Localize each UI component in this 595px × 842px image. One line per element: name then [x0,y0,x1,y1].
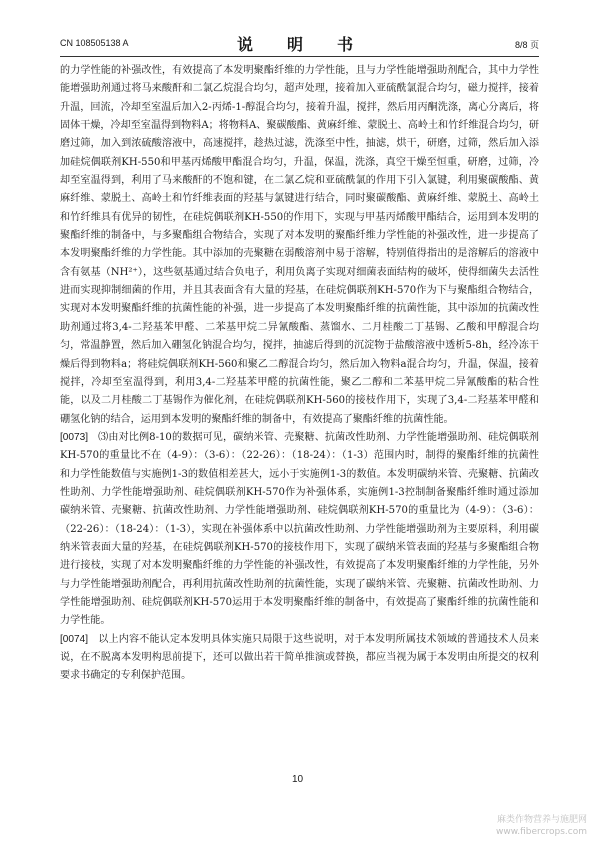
document-title: 说 明 书 [236,35,362,54]
document-number: CN 108505138 A [60,38,129,48]
header-rule [60,56,539,57]
document-body [60,62,539,686]
watermark-url: www.fibercrops.com [496,827,587,837]
watermark [496,814,587,838]
paragraph-0073 [60,429,539,631]
page-number: 10 [291,774,304,785]
paragraph-continued [60,62,539,429]
watermark-title: 麻类作物营养与施肥网 [496,815,587,825]
paragraph-0074 [60,631,539,686]
paragraph-text: 以上内容不能认定本发明具体实施只局限于这些说明，对于本发明所属技术领域的普通技术人员来说，在不脱离本发明构思前提下，还可以做出若干简单推演或替换，都应当视为属于本发明由所提交的权利要求书确定的专利保护范围。 [60,633,539,682]
page-header [60,32,539,54]
page-reference: 8/8 页 [514,40,539,50]
paragraph-text: 的力学性能的补强改性，有效提高了本发明聚酯纤维的力学性能，且与力学性能增强助剂配合，其中力学性能增强助剂通过将马来酸酐和二氯乙烷混合均匀，超声处理，接着加入亚硫酰氯混合均匀，磁力搅拌，接着升温，回流，冷却至室温后加入2-丙烯-1-醇混合均匀，接着升温，搅拌，然后用丙酮洗涤，离心分离后，将固体干燥，冷却至室温得到物料A；将物料A、聚碳酸酯、黄麻纤维、蒙脱土、高岭土和竹纤维混合均匀，研磨过筛，加入到浓硫酸溶液中，高速搅拌，趁热过滤，洗涤至中性，抽滤，烘干，研磨，过筛，然后加入添加硅烷偶联剂KH-550和甲基丙烯酸甲酯混合均匀，升温，保温，洗涤，真空干燥至恒重，研磨，过筛，冷却至室温得到，利用了马来酸酐的不饱和键，在二氯乙烷和亚硫酰氯的作用下引入氯键，利用聚碳酸酯、黄麻纤维、蒙脱土、高岭土和竹纤维表面的羟基与氯键进行结合，同时聚碳酸酯、黄麻纤维、蒙脱土、高岭土和竹纤维具有优异的韧性，在硅烷偶联剂KH-550的作用下，实现与甲基丙烯酸甲酯结合，运用到本发明的聚酯纤维的制备中，与多聚酯组合物结合，实现了对本发明的聚酯纤维力学性能的补强改性，进一步提高了本发明聚酯纤维的力学性能。其中添加的壳聚糖在弱酸溶剂中易于溶解，特别值得指出的是溶解后的溶液中含有氨基（NH²⁺），这些氨基通过结合负电子，利用负离子实现对细菌表面结构的破坏，使得细菌失去活性进而实现抑制细菌的作用，并且其表面含有大量的羟基，在硅烷偶联剂KH-570作为下与聚酯组合物结合，实现对本发明聚酯纤维的抗菌性能的补强，进一步提高了本发明聚酯纤维的抗菌性能，其中添加的抗菌改性助剂通过将3,4-二羟基苯甲醛、二苯基甲烷二异氰酸酯、蒸馏水、二月桂酸二丁基锡、乙酸和甲醇混合均匀，常温静置，然后加入硼氢化钠混合均匀，搅拌，抽滤后得到的沉淀物于盐酸溶液中透析5-8h，经冷冻干燥后得到物料a；将硅烷偶联剂KH-560和聚乙二醇混合均匀，然后加入物料a混合均匀，升温，保温，接着搅拌，冷却至室温得到，利用3,4-二羟基苯甲醛的抗菌性能，聚乙二醇和二苯基甲烷二异氰酸酯的粘合性能，以及二月桂酸二丁基锡作为催化剂，在硅烷偶联剂KH-560的接枝作用下，实现了3,4-二羟基苯甲醛和硼氢化钠的结合，运用到本发明的聚酯纤维的制备中，有效提高了聚酯纤维的抗菌性能。 [60,65,539,425]
paragraph-number: [0074] [60,633,89,645]
paragraph-text: ⑶由对比例8-10的数据可见，碳纳米管、壳聚糖、抗菌改性助剂、力学性能增强助剂、硅烷偶联剂KH-570的重量比不在（4-9）：（3-6）：（22-26）：（18-24）：（1-3）范围内时，制得的聚酯纤维的抗菌性和力学性能数值与实施例1-3的数值相差甚大，远小于实施例1-3的数值。本发明碳纳米管、壳聚糖、抗菌改性助剂、力学性能增强助剂、硅烷偶联剂KH-570作为补强体系，实施例1-3控制制备聚酯纤维时通过添加碳纳米管、壳聚糖、抗菌改性助剂、力学性能增强助剂、硅烷偶联剂KH-570的重量比为（4-9）：（3-6）：（22-26）：（18-24）：（1-3），实现在补强体系中以抗菌改性助剂、力学性能增强助剂为主要原料，利用碳纳米管表面大量的羟基，在硅烷偶联剂KH-570的接枝作用下，实现了碳纳米管表面的羟基与多聚酯组合物进行接枝，实现了对本发明聚酯纤维的力学性能的补强改性，有效提高了本发明聚酯纤维的力学性能，另外与力学性能增强助剂配合，再利用抗菌改性助剂的抗菌性能，实现了碳纳米管、壳聚糖、抗菌改性助剂、力学性能增强助剂、硅烷偶联剂KH-570运用于本发明聚酯纤维的制备中，有效提高了聚酯纤维的抗菌性能和力学性能。 [60,431,539,627]
paragraph-number: [0073] [60,431,89,443]
